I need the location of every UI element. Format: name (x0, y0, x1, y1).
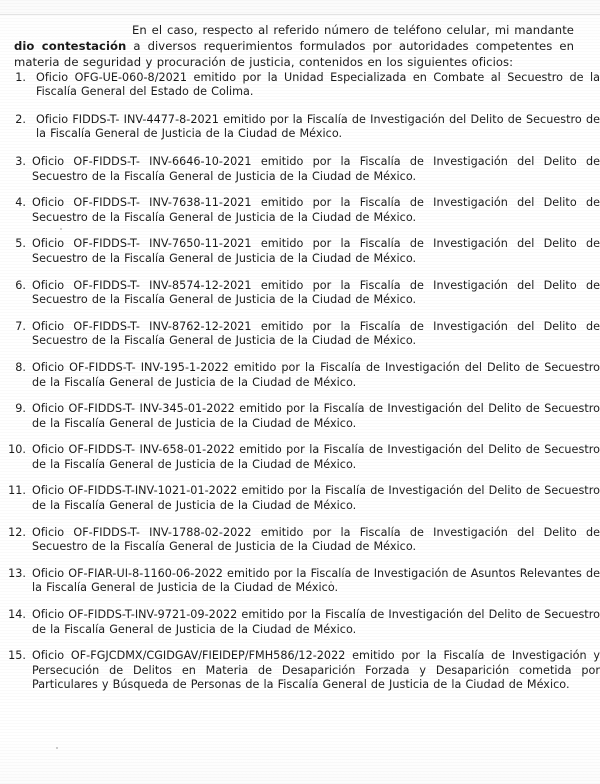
list-item (0, 608, 600, 637)
list-item-number: 13. (8, 566, 26, 580)
list-item (0, 155, 600, 184)
list-item-text: Oficio OF-FIDDS-T- INV-7638-11-2021 emitido por la Fiscalía de Investigación del Delito de Secuestro de la Fiscalía General de Justicia de la Ciudad de México. (32, 196, 600, 224)
list-item (0, 402, 600, 431)
list-item-text: Oficio OF-FIDDS-T- INV-7650-11-2021 emitido por la Fiscalía de Investigación del Delito de Secuestro de la Fiscalía General de Justicia de la Ciudad de México. (32, 237, 600, 265)
list-item (0, 320, 600, 349)
list-item-number: 15. (8, 649, 26, 663)
oficios-list-continued (0, 155, 600, 693)
list-item (0, 649, 600, 693)
list-item-number: 14. (8, 608, 26, 622)
list-item (0, 279, 600, 308)
list-item-text: Oficio OFG-UE-060-8/2021 emitido por la Unidad Especializada en Combate al Secuestro de la Fiscalía General del Estado de Colima. (36, 70, 600, 99)
list-item-number: 8. (15, 360, 26, 374)
list-item-number: 9. (15, 402, 26, 416)
list-item-text: Oficio OF-FIDDS-T- INV-6646-10-2021 emitido por la Fiscalía de Investigación del Delito de Secuestro de la Fiscalía General de Justicia de la Ciudad de México. (32, 154, 600, 183)
list-item-text: Oficio OF-FIDDS-T- INV-8762-12-2021 emitido por la Fiscalía de Investigación del Delito de Secuestro de la Fiscalía General de Justicia de la Ciudad de México. (32, 319, 600, 348)
list-item (0, 113, 600, 142)
list-item (0, 196, 600, 225)
list-item (0, 361, 600, 390)
list-item-text: Oficio OF-FIDDS-T-INV-1021-01-2022 emitido por la Fiscalía de Investigación del Delito de Secuestro de la Fiscalía General de Justicia de la Ciudad de México. (32, 484, 600, 513)
list-item-number: 5. (15, 237, 26, 251)
intro-text-after-bold: a diversos requerimientos formulados por autoridades competentes en materia de seguridad y procuración de justicia, contenidos en los siguientes oficios: (14, 39, 574, 70)
list-item-number: 1. (15, 70, 26, 84)
list-item-number: 10. (8, 443, 26, 457)
list-item-text: Oficio OF-FIDDS-T-INV-9721-09-2022 emitido por la Fiscalía de Investigación del Delito de Secuestro de la Fiscalía General de Justicia de la Ciudad de México. (32, 608, 600, 636)
list-item-number: 11. (8, 484, 26, 498)
list-item (0, 484, 600, 513)
list-item-text: Oficio OF-FIDDS-T- INV-345-01-2022 emitido por la Fiscalía de Investigación del Delito de Secuestro de la Fiscalía General de Justicia de la Ciudad de México. (32, 402, 600, 430)
list-item-number: 7. (15, 319, 26, 333)
list-item-number: 6. (15, 278, 26, 292)
list-item-text: Oficio FIDDS-T- INV-4477-8-2021 emitido por la Fiscalía de Investigación del Delito de Secuestro de la Fiscalía General de Justicia de la Ciudad de México. (36, 112, 600, 141)
list-item-text: Oficio OF-FGJCDMX/CGIDGAV/FIEIDEP/FMH586/12-2022 emitido por la Fiscalía de Investigación y Persecución de Delitos en Materia de Desaparición Forzada y Desaparición cometida por Particulares y Búsqueda de Personas de la Fiscalía General de Justicia de la Ciudad de México. (32, 649, 600, 692)
list-item-number: 4. (15, 196, 26, 210)
list-item-number: 12. (8, 525, 26, 539)
list-item-number: 3. (15, 154, 26, 168)
list-item-text: Oficio OF-FIDDS-T- INV-1788-02-2022 emitido por la Fiscalía de Investigación del Delito de Secuestro de la Fiscalía General de Justicia de la Ciudad de México. (32, 525, 600, 554)
intro-paragraph (0, 0, 600, 71)
list-item-text: Oficio OF-FIDDS-T- INV-658-01-2022 emitido por la Fiscalía de Investigación del Delito de Secuestro de la Fiscalía General de Justicia de la Ciudad de México. (32, 443, 600, 471)
list-item (0, 526, 600, 555)
oficios-list-primary (0, 71, 600, 142)
intro-text-before-bold: En el caso, respecto al referido número de teléfono celular, mi mandante (132, 23, 574, 37)
list-item (0, 567, 600, 596)
list-item-text: Oficio OF-FIDDS-T- INV-8574-12-2021 emitido por la Fiscalía de Investigación del Delito de Secuestro de la Fiscalía General de Justicia de la Ciudad de México. (32, 278, 600, 307)
list-item-number: 2. (15, 112, 26, 126)
list-item-text: Oficio OF-FIDDS-T- INV-195-1-2022 emitido por la Fiscalía de Investigación del Delito de Secuestro de la Fiscalía General de Justicia de la Ciudad de México. (32, 360, 600, 389)
list-item (0, 237, 600, 266)
intro-emphasis: dio contestación (14, 39, 127, 54)
list-item-text: Oficio OF-FIAR-UI-8-1160-06-2022 emitido por la Fiscalía de Investigación de Asuntos Relevantes de la Fiscalía General de Justicia de la Ciudad de México. (32, 566, 600, 595)
list-item (0, 71, 600, 100)
scan-speck (56, 747, 58, 749)
list-item (0, 443, 600, 472)
